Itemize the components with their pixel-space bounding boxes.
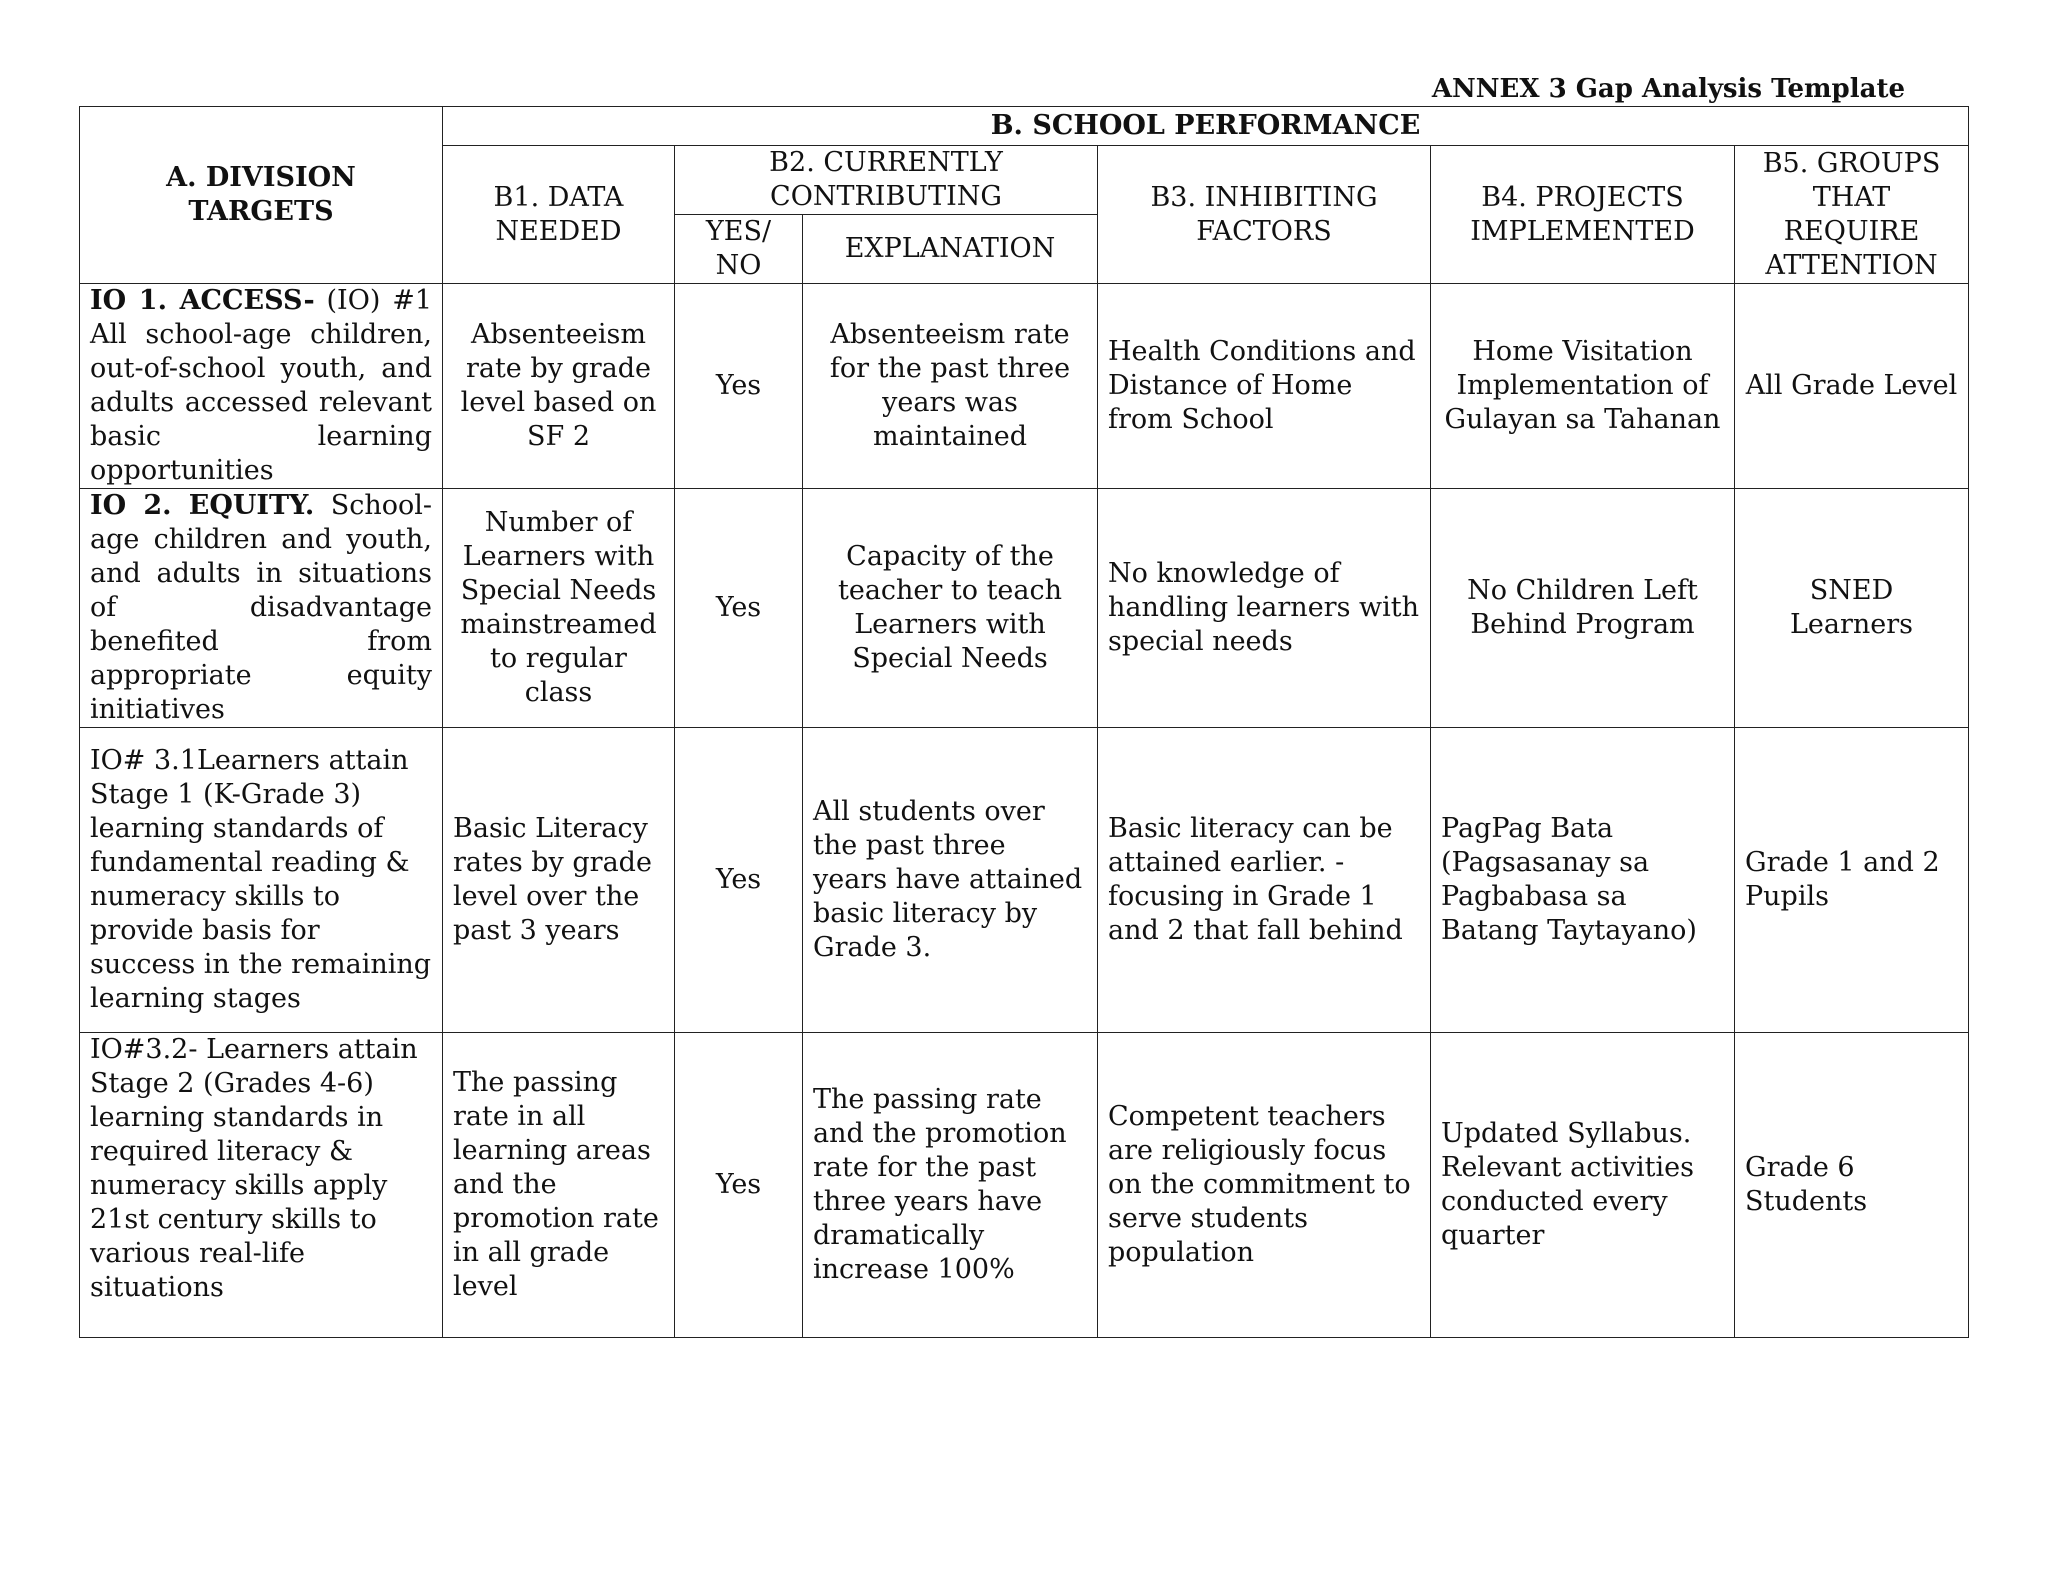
groups-cell: Grade 1 and 2 Pupils [1735, 728, 1969, 1033]
table-row [80, 728, 1969, 1033]
target-text: IO#3.2- Learners attain Stage 2 (Grades 4-6) learning standards in required literacy & numeracy skills apply 21st century skills to various real-life situations [90, 1034, 418, 1303]
yes-no-cell: Yes [675, 1033, 803, 1338]
explanation-cell: The passing rate and the promotion rate for the past three years have dramatically increase 100% [803, 1033, 1098, 1338]
projects-cell: Home Visitation Implementation of Gulayan sa Tahanan [1431, 284, 1735, 489]
division-target-cell [80, 489, 443, 728]
inhibiting-factors-cell: No knowledge of handling learners with special needs [1098, 489, 1431, 728]
table-row [80, 1033, 1969, 1338]
header-b2-explanation: EXPLANATION [803, 215, 1098, 284]
yes-no-cell: Yes [675, 489, 803, 728]
explanation-cell: All students over the past three years have attained basic literacy by Grade 3. [803, 728, 1098, 1033]
yes-no-cell: Yes [675, 728, 803, 1033]
header-b2-yes-no: YES/ NO [675, 215, 803, 284]
inhibiting-factors-cell: Health Conditions and Distance of Home from School [1098, 284, 1431, 489]
header-division-targets: A. DIVISION TARGETS [80, 107, 443, 284]
division-target-cell [80, 728, 443, 1033]
division-target-cell [80, 284, 443, 489]
header-school-performance: B. SCHOOL PERFORMANCE [443, 107, 1969, 146]
target-label: IO 1. ACCESS- [90, 285, 315, 316]
header-row-1 [80, 107, 1969, 146]
header-b2-currently-contributing: B2. CURRENTLY CONTRIBUTING [675, 146, 1098, 215]
groups-cell: SNED Learners [1735, 489, 1969, 728]
target-text: (IO) #1 All school-age children, out-of-school youth, and adults accessed relevant basic learning opportunities [90, 285, 432, 486]
inhibiting-factors-cell: Basic literacy can be attained earlier. -focusing in Grade 1 and 2 that fall behind [1098, 728, 1431, 1033]
projects-cell: No Children Left Behind Program [1431, 489, 1735, 728]
inhibiting-factors-cell: Competent teachers are religiously focus on the commitment to serve students population [1098, 1033, 1431, 1338]
target-text: School-age children and youth, and adults in situations of disadvantage benefited from appropriate equity initiatives [90, 490, 432, 725]
data-needed-cell: Basic Literacy rates by grade level over the past 3 years [443, 728, 675, 1033]
target-text: IO# 3.1Learners attain Stage 1 (K-Grade 3) learning standards of fundamental reading & numeracy skills to provide basis for success in the remaining learning stages [90, 745, 432, 1014]
header-b3-inhibiting-factors: B3. INHIBITING FACTORS [1098, 146, 1431, 284]
document-title: ANNEX 3 Gap Analysis Template [1431, 74, 1905, 104]
header-b1-data-needed: B1. DATA NEEDED [443, 146, 675, 284]
groups-cell: All Grade Level [1735, 284, 1969, 489]
data-needed-cell: The passing rate in all learning areas and the promotion rate in all grade level [443, 1033, 675, 1338]
explanation-cell: Capacity of the teacher to teach Learners with Special Needs [803, 489, 1098, 728]
gap-analysis-table [79, 106, 1969, 1338]
explanation-cell: Absenteeism rate for the past three years was maintained [803, 284, 1098, 489]
yes-no-cell: Yes [675, 284, 803, 489]
data-needed-cell: Absenteeism rate by grade level based on SF 2 [443, 284, 675, 489]
data-needed-cell: Number of Learners with Special Needs mainstreamed to regular class [443, 489, 675, 728]
target-label: IO 2. EQUITY. [90, 490, 315, 521]
division-target-cell [80, 1033, 443, 1338]
groups-cell: Grade 6 Students [1735, 1033, 1969, 1338]
table-row [80, 284, 1969, 489]
header-b4-projects-implemented: B4. PROJECTS IMPLEMENTED [1431, 146, 1735, 284]
table-row [80, 489, 1969, 728]
header-b5-groups: B5. GROUPS THAT REQUIRE ATTENTION [1735, 146, 1969, 284]
projects-cell: Updated Syllabus. Relevant activities conducted every quarter [1431, 1033, 1735, 1338]
projects-cell: PagPag Bata (Pagsasanay sa Pagbabasa sa Batang Taytayano) [1431, 728, 1735, 1033]
